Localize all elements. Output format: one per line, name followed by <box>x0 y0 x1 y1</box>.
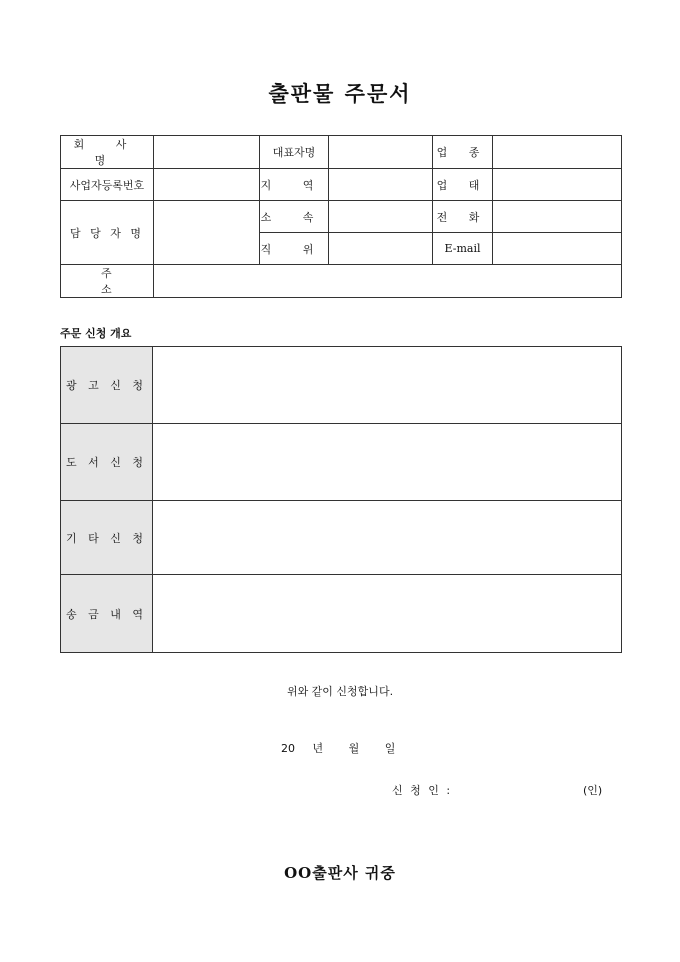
book-request-label: 도 서 신 청 <box>61 424 153 501</box>
applicant-info-table <box>60 135 622 298</box>
section-title: 주문 신청 개요 <box>60 327 132 340</box>
phone-label: 전 화 <box>433 201 493 233</box>
address-label: 주 소 <box>61 265 154 298</box>
address-field[interactable] <box>154 265 622 298</box>
book-request-field[interactable] <box>153 424 622 501</box>
position-field[interactable] <box>329 233 433 265</box>
applicant-label: 신 청 인 : <box>392 784 453 797</box>
industry-label: 업 종 <box>433 136 493 169</box>
business-type-field[interactable] <box>493 169 622 201</box>
ad-request-field[interactable] <box>153 347 622 424</box>
representative-field[interactable] <box>329 136 433 169</box>
other-request-label: 기 타 신 청 <box>61 501 153 575</box>
recipient-footer: OO출판사 귀중 <box>284 864 396 882</box>
business-reg-no-label: 사업자등록번호 <box>61 169 154 201</box>
date-year: 년 <box>312 742 324 755</box>
department-field[interactable] <box>329 201 433 233</box>
date-day: 일 <box>384 742 396 755</box>
document-title: 출판물 주문서 <box>268 81 412 106</box>
remittance-label: 송 금 내 역 <box>61 575 153 653</box>
region-label: 지 역 <box>260 169 329 201</box>
email-label: E-mail <box>433 233 493 265</box>
email-field[interactable] <box>493 233 622 265</box>
phone-field[interactable] <box>493 201 622 233</box>
region-field[interactable] <box>329 169 433 201</box>
order-summary-table <box>60 346 622 653</box>
date-year-prefix: 20 <box>281 742 295 755</box>
date-line <box>281 740 395 756</box>
business-type-label: 업 태 <box>433 169 493 201</box>
representative-label: 대표자명 <box>260 136 329 169</box>
business-reg-no-field[interactable] <box>154 169 260 201</box>
industry-field[interactable] <box>493 136 622 169</box>
remittance-field[interactable] <box>153 575 622 653</box>
position-label: 직 위 <box>260 233 329 265</box>
seal-label: (인) <box>583 784 603 797</box>
department-label: 소 속 <box>260 201 329 233</box>
company-name-label: 회 사 명 <box>61 136 154 169</box>
statement-text: 위와 같이 신청합니다. <box>286 685 394 698</box>
contact-person-field[interactable] <box>154 201 260 265</box>
other-request-field[interactable] <box>153 501 622 575</box>
company-name-field[interactable] <box>154 136 260 169</box>
ad-request-label: 광 고 신 청 <box>61 347 153 424</box>
contact-person-label: 담 당 자 명 <box>61 201 154 265</box>
date-month: 월 <box>348 742 360 755</box>
